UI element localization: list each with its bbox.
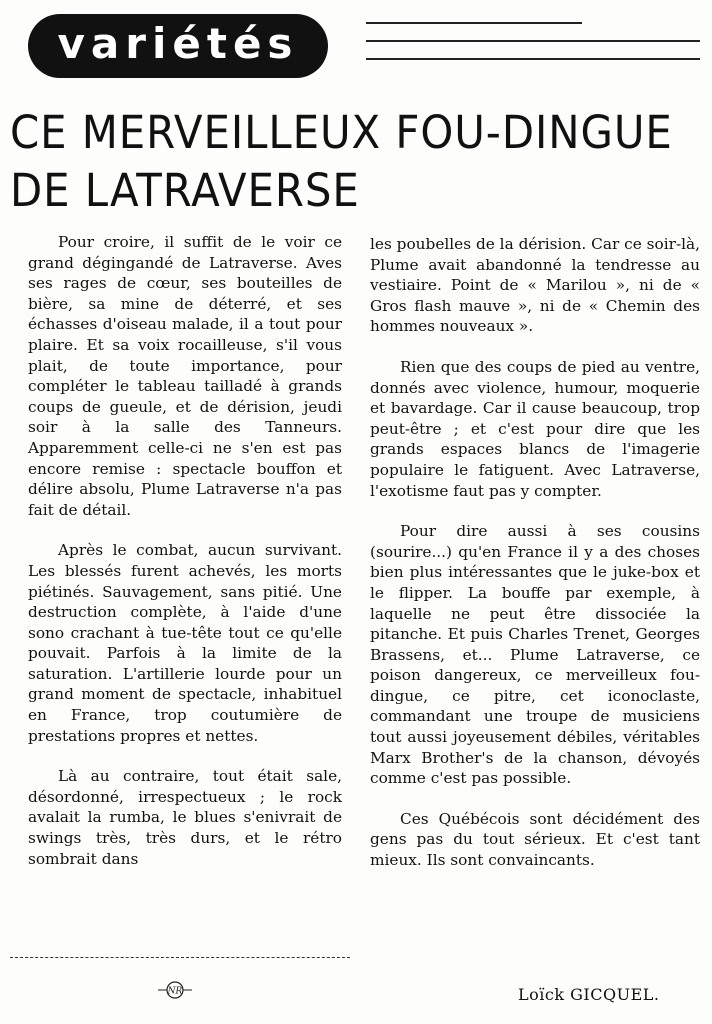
header-rule-2 — [366, 40, 700, 42]
headline-line-1: CE MERVEILLEUX FOU-DINGUE — [10, 106, 673, 159]
article-paragraph: Là au contraire, tout était sale, désordonné, irrespectueux ; le rock avalait la rumba, le blues s'enivrait de swings très, très durs, et le rétro sombrait dans — [28, 767, 342, 868]
article-paragraph-continuation: les poubelles de la dérision. Car ce soir-là, Plume avait abandonné la tendresse au vestiaire. Point de « Marilou », ni de « Gros flash mauve », ni de « Chemin des hommes nouveaux ». — [370, 235, 700, 336]
header-rule-1 — [366, 22, 582, 24]
author-signature: Loïck GICQUEL. — [518, 985, 660, 1004]
article-column-right — [370, 234, 700, 891]
section-rubric-badge — [28, 14, 328, 78]
header-rule-3 — [366, 58, 700, 60]
headline-line-2: DE LATRAVERSE — [10, 164, 360, 217]
article-paragraph: Pour croire, il suffit de le voir ce grand dégingandé de Latraverse. Aves ses rages de cœur, ses bouteilles de bière, sa mine de déterré, et ses échasses d'oiseau malade, il a tout pour plaire. Et sa voix rocailleuse, s'il vous plait, de toute importance, pour compléter le tableau tailladé à grands coups de gueule, et de dérision, jeudi soir à la salle des Tanneurs. Apparemment celle-ci ne s'en est pas encore remise : spectacle bouffon et délire absolu, Plume Latraverse n'a pas fait de détail. — [28, 233, 342, 519]
bottom-rule — [10, 957, 350, 959]
article-paragraph: Après le combat, aucun survivant. Les blessés furent achevés, les morts piétinés. Sauvagement, sans pitié. Une destruction complète, à l'aide d'une sono crachant à tue-tête tout ce qu'elle pouvait. Parfois à la limite de la saturation. L'artillerie lourde pour un grand moment de spectacle, inhabituel en France, trop coutumière de prestations propres et nettes. — [28, 541, 342, 745]
article-paragraph: Ces Québécois sont décidément des gens pas du tout sérieux. Et c'est tant mieux. Ils sont convaincants. — [370, 809, 700, 870]
section-rubric-label: variétés — [57, 18, 299, 68]
article-paragraph: Pour dire aussi à ses cousins (sourire...) qu'en France il y a des choses bien plus intéressantes que le juke-box et le flipper. La bouffe par exemple, à laquelle ne peut être dissociée la pitanche. Et puis Charles Trenet, Georges Brassens, et... Plume Latraverse, ce poison dangereux, ce merveilleux fou-dingue, ce pitre, cet iconoclaste, commandant une troupe de musiciens tout aussi joyeusement débiles, véritables Marx Brother's de la chanson, dévoyés comme c'est pas possible. — [370, 522, 700, 788]
article-column-left — [28, 232, 342, 889]
newspaper-logo-icon — [158, 980, 192, 1000]
svg-text:NR: NR — [167, 986, 183, 997]
article-paragraph: Rien que des coups de pied au ventre, donnés avec violence, humour, moquerie et bavardage. Car il cause beaucoup, trop peut-être ; et c'est pour dire que les grands espaces blancs de l'imagerie populaire le fatiguent. Avec Latraverse, l'exotisme faut pas y compter. — [370, 357, 700, 500]
